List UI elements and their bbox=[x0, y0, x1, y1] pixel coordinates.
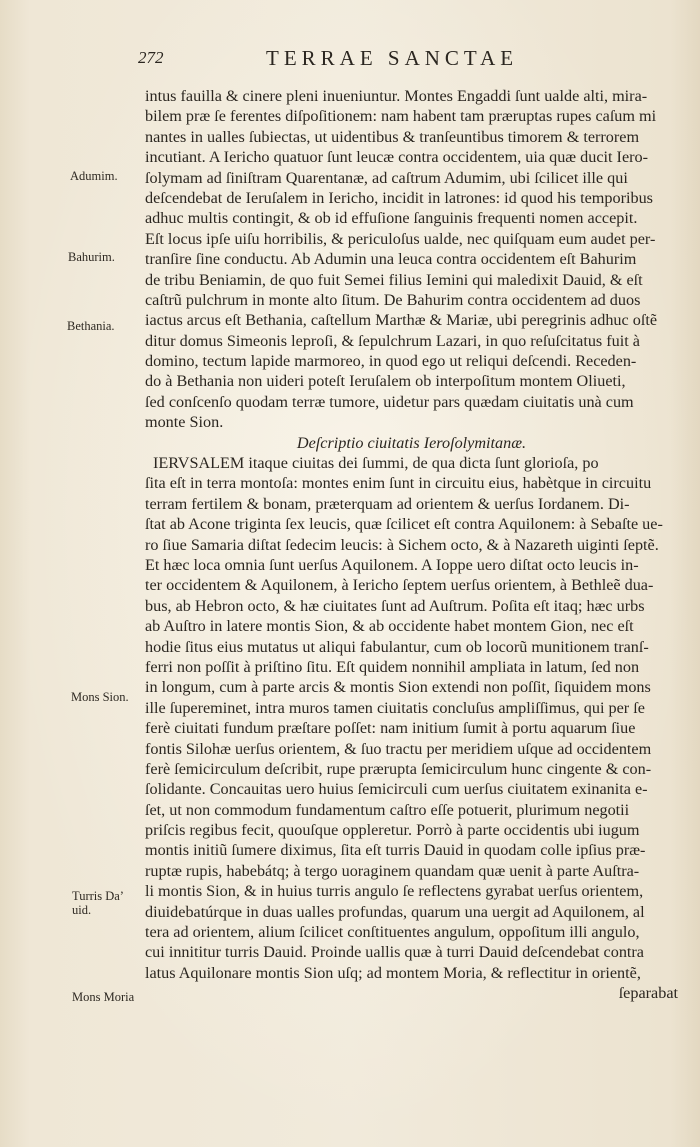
page-number: 272 bbox=[138, 48, 164, 67]
text-line: ſtat ab Acone triginta ſex leucis, quæ ſcilicet eſt contra Aquilonem: à Sebaſte ue- bbox=[145, 515, 663, 534]
margin-notes bbox=[0, 0, 140, 1147]
text-line: ter occidentem & Aquilonem, à Iericho ſeptem uerſus orientem, à Bethleẽ dua- bbox=[145, 576, 654, 595]
text-line: ſet, ut non commodum fundamentum caſtro eſſe potuerit, plurimum negotii bbox=[145, 800, 630, 819]
text-line: montis initiũ ſumere diximus, ſita eſt turris Dauid in quodam colle ipſius præ- bbox=[145, 841, 646, 860]
section-heading: Deſcriptio ciuitatis Ieroſolymitanæ. bbox=[296, 433, 527, 452]
text-line: latus Aquilonare montis Sion uſq; ad montem Moria, & reflectitur in orientẽ, bbox=[145, 963, 641, 982]
text-line: domino, tectum lapide marmoreo, in quod ego ut reliqui deſcendi. Receden- bbox=[145, 352, 637, 371]
margin-note: Adumim. bbox=[70, 169, 118, 183]
text-line: ab Auſtro in latere montis Sion, & ab occidente habet montem Gion, nec eſt bbox=[145, 617, 634, 636]
text-line: ferè ciuitati fundum præſtare poſſet: nam initium ſumit à portu aquarum ſiue bbox=[145, 719, 636, 738]
margin-note: Bahurim. bbox=[68, 250, 115, 264]
text-line: incutiant. A Iericho quatuor ſunt leucæ contra occidentem, uia quæ ducit Iero- bbox=[145, 148, 649, 167]
margin-note: Mons Moria bbox=[72, 990, 135, 1004]
text-line: terram fertilem & bonam, præterquam ad orientem & uerſus Iordanem. Di- bbox=[145, 494, 630, 513]
text-line: in longum, cum à parte arcis & montis Sion extendi non poſſit, ſiquidem mons bbox=[145, 678, 651, 697]
text-line: tranſire ſine conductu. Ab Adumin una leuca contra occidentem eſt Bahurim bbox=[145, 250, 637, 269]
text-line: nantes in ualles ſubiectas, ut uidentibus & tranſeuntibus timorem & terrorem bbox=[145, 127, 640, 146]
text-line: bus, ab Hebron octo, & hæ ciuitates ſunt ad Auſtrum. Poſita eſt itaq; hæc urbs bbox=[145, 596, 645, 615]
text-line: tera ad orientem, alium ſcilicet conſtituentes angulum, oppoſitum illi angulo, bbox=[145, 923, 640, 942]
text-line: monte Sion. bbox=[145, 413, 224, 432]
text-line: adhuc multis contingit, & ob id effuſione ſanguinis frequenti nomen accepit. bbox=[145, 209, 638, 228]
text-line: ille ſupereminet, intra muros tamen ciuitatis concluſus ampliſſimus, qui per ſe bbox=[145, 698, 645, 717]
text-line: Et hæc loca omnia ſunt uerſus Aquilonem. A Ioppe uero diſtat octo leucis in- bbox=[145, 555, 639, 574]
text-line: ruptæ rupis, habebátq; à tergo uoraginem quandam quæ uenit à parte Auſtra- bbox=[145, 861, 640, 880]
text-line: fontis Silohæ uerſus orientem, & ſuo tractu per meridiem uſque ad occidentem bbox=[145, 739, 652, 758]
text-line: li montis Sion, & in huius turris angulo ſe reflectens gyrabat uerſus orientem, bbox=[145, 882, 644, 901]
text-line: ſeparabat bbox=[618, 984, 678, 1003]
text-line: diuidebatúrque in duas ualles profundas, quarum una uergit ad Aquilonem, al bbox=[145, 902, 645, 921]
margin-note: Mons Sion. bbox=[71, 690, 129, 704]
text-line: cui innititur turris Dauid. Proinde uallis quæ à turri Dauid deſcendebat contra bbox=[145, 943, 644, 962]
text-line: ſolymam ad ſiniſtram Quarentanæ, ad caſtrum Adumim, ubi ſcilicet ille qui bbox=[145, 168, 628, 187]
text-line: deſcendebat de Ieruſalem in Iericho, incidit in latrones: id quod his temporibus bbox=[145, 188, 653, 207]
text-line: bilem præ ſe ferentes diſpoſitionem: nam habent tam præruptas rupes caſum mi bbox=[145, 107, 657, 126]
text-line: hodie ſitus eius mutatus ut aliqui fabulantur, cum ob locorũ munitionem tranſ- bbox=[145, 637, 649, 656]
text-line: ditur domus Simeonis leproſi, & ſepulchrum Lazari, in quo reſuſcitatus fuit à bbox=[145, 331, 640, 350]
text-line: iactus arcus eſt Bethania, caſtellum Marthæ & Mariæ, ubi peregrinis adhuc oſtẽ bbox=[145, 311, 658, 330]
text-line: ſita eſt in terra montoſa: montes enim ſunt in circuitu eius, habètque in circuitu bbox=[145, 474, 652, 493]
running-title: TERRAE SANCTAE bbox=[266, 46, 519, 70]
text-line: de tribu Beniamin, de quo fuit Semei filius Iemini qui maledixit Dauid, & eſt bbox=[145, 270, 643, 289]
text-line: do à Bethania non uideri poteſt Ieruſalem ob interpoſitum montem Oliueti, bbox=[145, 372, 626, 391]
text-line: ro ſiue Samaria diſtat ſedecim leucis: à Sichem octo, & à Nazareth uiginti ſeptẽ. bbox=[145, 535, 659, 554]
text-line: Eſt locus ipſe uiſu horribilis, & periculoſus ualde, nec quiſquam eum audet per- bbox=[145, 229, 656, 248]
margin-note: Bethania. bbox=[67, 319, 115, 333]
text-line: ferè ſemicirculum deſcribit, rupe prærupta ſemicirculum hunc cingente & con- bbox=[145, 759, 652, 778]
text-line: ſolidante. Concauitas uero huius ſemicirculi cum uerſus ciuitatem exinanita e- bbox=[145, 780, 648, 799]
margin-note: Turris Da’ uid. bbox=[72, 889, 124, 917]
text-line: intus fauilla & cinere pleni inueniuntur. Montes Engaddi ſunt ualde alti, mira- bbox=[145, 87, 648, 105]
text-line: ſed conſcenſo quodam terræ tumore, uidetur pars quædam ciuitatis unà cum bbox=[145, 392, 634, 411]
page-header bbox=[138, 48, 618, 76]
text-line: caſtrũ pulchrum in monte alto ſitum. De Bahurim contra occidentem ad duos bbox=[145, 290, 641, 309]
text-line: IERVSALEM itaque ciuitas dei ſummi, de qua dicta ſunt glorioſa, po bbox=[153, 454, 599, 473]
text-line: ferri non poſſit à priſtino ſitu. Eſt quidem nonnihil ampliata in latum, ſed non bbox=[145, 657, 640, 676]
text-line: priſcis regibus fecit, quouſque oppleretur. Porrò à parte occidentis ubi iugum bbox=[145, 821, 640, 840]
body-text bbox=[145, 86, 678, 1004]
